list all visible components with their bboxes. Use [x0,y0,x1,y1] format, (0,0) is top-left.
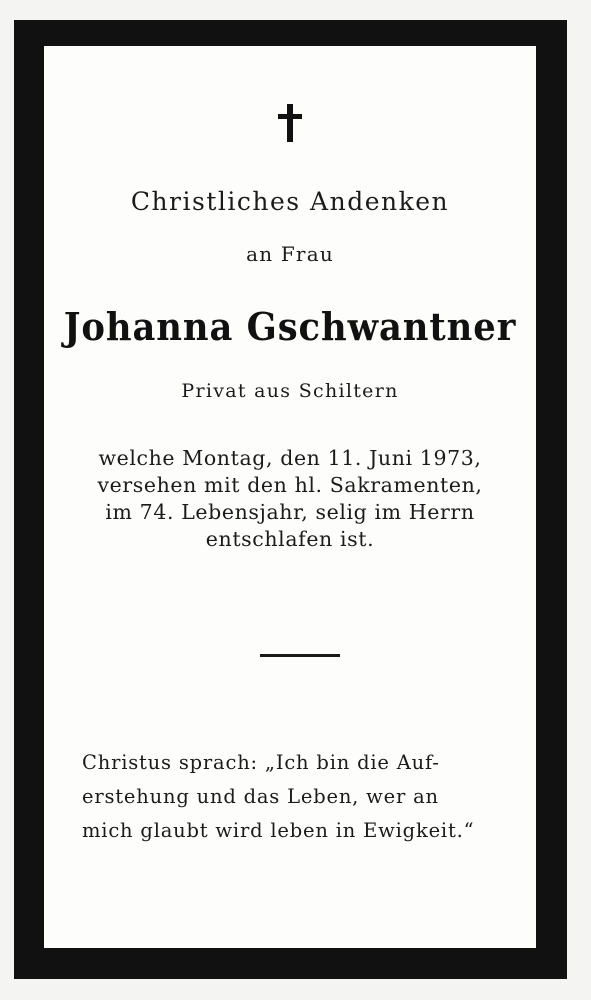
announcement-text [44,445,536,553]
card-paper [44,46,536,948]
salutation: an Frau [246,242,334,266]
quote-line: erstehung und das Leben, wer an [82,785,439,808]
divider-rule [260,654,340,657]
quote-line: Christus sprach: „Ich bin die Auf- [82,751,440,774]
scripture-quote [82,746,512,848]
memorial-card [14,20,567,979]
announcement-line: entschlafen ist. [205,527,375,551]
latin-cross-icon [44,104,536,142]
announcement-line: im 74. Lebensjahr, selig im Herrn [105,500,475,524]
announcement-line: welche Montag, den 11. Juni 1973, [98,446,482,470]
deceased-origin: Privat aus Schiltern [181,380,399,402]
quote-line: mich glaubt wird leben in Ewigkeit.“ [82,819,475,842]
deceased-name: Johanna Gschwantner [63,304,517,349]
card-heading: Christliches Andenken [130,187,450,216]
announcement-line: versehen mit den hl. Sakramenten, [97,473,483,497]
